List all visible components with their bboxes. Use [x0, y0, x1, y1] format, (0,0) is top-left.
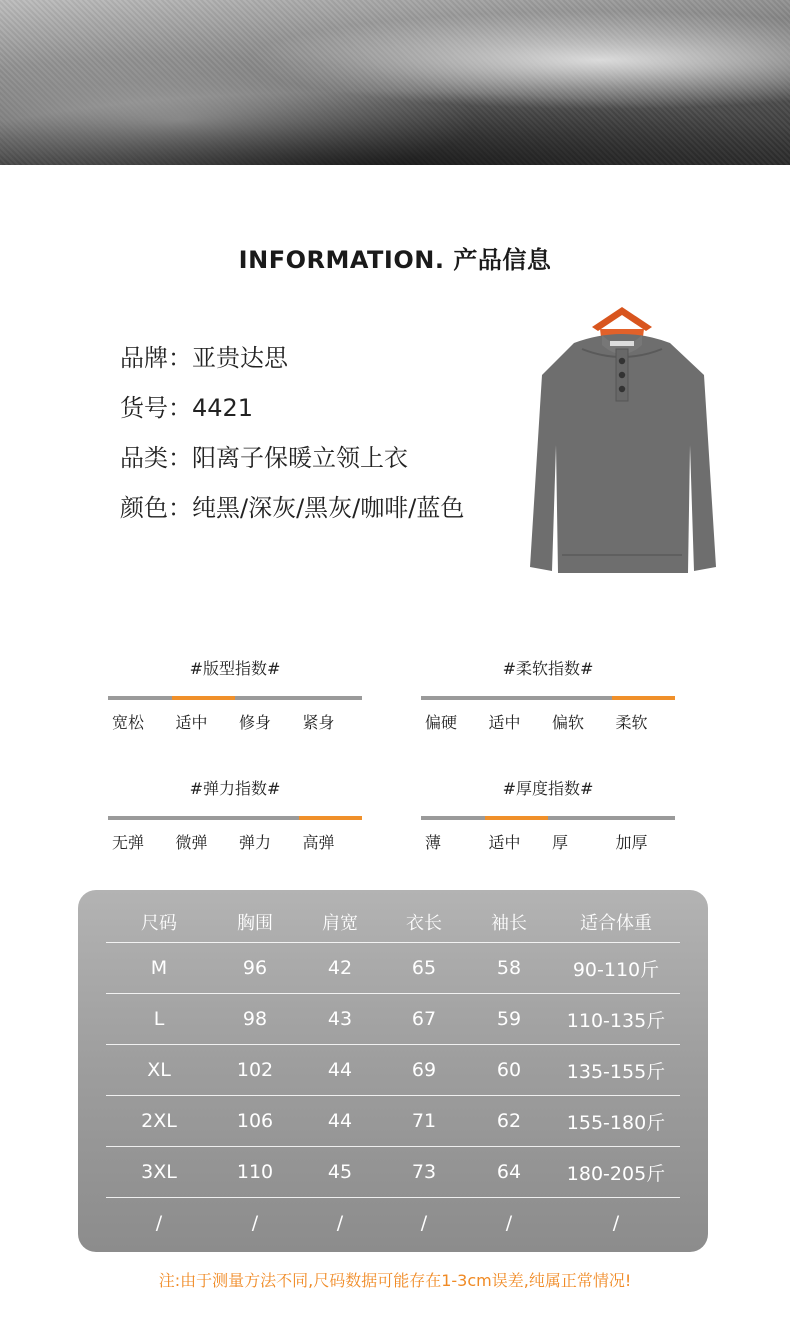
table-row: [106, 994, 680, 1045]
meter-label: 弹力: [239, 833, 272, 852]
info-key: 货号：: [120, 394, 192, 422]
meter-track: [421, 696, 675, 700]
size-table-header: [106, 902, 680, 943]
info-row-brand: [120, 340, 464, 390]
table-cell: 180-205斤: [566, 1162, 666, 1185]
meter-label: 适中: [175, 713, 208, 732]
table-cell: 96: [242, 957, 268, 979]
meter-label: 高弹: [302, 833, 335, 852]
meter-selected-segment: [612, 696, 676, 700]
meter-label: 适中: [488, 833, 521, 852]
meter-title: #版型指数#: [189, 659, 281, 678]
meter-label: 紧身: [302, 713, 335, 732]
table-cell: /: [420, 1212, 428, 1234]
table-cell: 58: [496, 957, 522, 979]
header-cell: 适合体重: [580, 913, 652, 934]
table-cell: L: [153, 1008, 165, 1030]
header-cell: 袖长: [491, 913, 527, 934]
table-cell: 106: [236, 1110, 274, 1132]
info-value: 阳离子保暖立领上衣: [192, 444, 408, 472]
meter-track: [421, 816, 675, 820]
table-cell: 44: [327, 1059, 353, 1081]
thickness-index-meter: [421, 777, 675, 853]
meter-track: [108, 696, 362, 700]
meter-label: 厚: [552, 833, 569, 852]
table-cell: 69: [411, 1059, 437, 1081]
table-cell: 98: [242, 1008, 268, 1030]
softness-index-meter: [421, 657, 675, 733]
meter-selected-segment: [299, 816, 363, 820]
info-row-sku: [120, 390, 464, 440]
table-cell: 59: [496, 1008, 522, 1030]
table-cell: XL: [147, 1059, 171, 1081]
meter-title: #弹力指数#: [189, 779, 281, 798]
table-row: [106, 1198, 680, 1248]
meter-title: #柔软指数#: [502, 659, 594, 678]
table-cell: 71: [411, 1110, 437, 1132]
table-row: [106, 1096, 680, 1147]
header-cell: 胸围: [237, 913, 273, 934]
header-cell: 衣长: [406, 913, 442, 934]
meter-label: 适中: [488, 713, 521, 732]
meter-label: 微弹: [175, 833, 208, 852]
table-row: [106, 1147, 680, 1198]
info-key: 品牌：: [120, 344, 192, 372]
info-key: 颜色：: [120, 494, 192, 522]
info-value: 纯黑/深灰/黑灰/咖啡/蓝色: [192, 494, 465, 522]
table-cell: 62: [496, 1110, 522, 1132]
table-cell: 73: [411, 1161, 437, 1183]
fit-index-meter: [108, 657, 362, 733]
table-cell: 45: [327, 1161, 353, 1183]
header-cell: 尺码: [141, 913, 177, 934]
elasticity-index-meter: [108, 777, 362, 853]
table-cell: 64: [496, 1161, 522, 1183]
table-cell: 2XL: [141, 1110, 177, 1132]
table-cell: /: [155, 1212, 163, 1234]
table-cell: /: [612, 1212, 620, 1234]
meter-label: 偏硬: [425, 713, 458, 732]
product-info: [120, 340, 464, 540]
table-cell: 155-180斤: [566, 1111, 666, 1134]
header-cell: 肩宽: [322, 913, 358, 934]
info-row-colors: [120, 490, 464, 540]
table-cell: /: [505, 1212, 513, 1234]
section-title: INFORMATION. 产品信息: [238, 246, 552, 274]
meter-label: 加厚: [615, 833, 648, 852]
table-cell: 90-110斤: [572, 958, 660, 981]
meter-label: 柔软: [615, 713, 648, 732]
table-row: [106, 943, 680, 994]
table-cell: 43: [327, 1008, 353, 1030]
meter-label: 薄: [425, 833, 442, 852]
table-cell: 44: [327, 1110, 353, 1132]
table-cell: 67: [411, 1008, 437, 1030]
fabric-banner-image: [0, 0, 790, 165]
info-value: 4421: [192, 394, 254, 422]
size-chart-table: [78, 890, 708, 1252]
table-cell: 60: [496, 1059, 522, 1081]
meter-selected-segment: [485, 816, 549, 820]
table-cell: 110-135斤: [566, 1009, 666, 1032]
measurement-note: 注:由于测量方法不同,尺码数据可能存在1-3cm误差,纯属正常情况!: [158, 1271, 632, 1290]
table-cell: /: [336, 1212, 344, 1234]
hanger-icon: [592, 307, 652, 331]
meter-selected-segment: [172, 696, 236, 700]
meter-label: 宽松: [112, 713, 145, 732]
table-cell: 42: [327, 957, 353, 979]
meter-label: 无弹: [112, 833, 145, 852]
meter-label: 修身: [239, 713, 272, 732]
table-cell: 102: [236, 1059, 274, 1081]
meter-title: #厚度指数#: [502, 779, 594, 798]
meter-track: [108, 816, 362, 820]
table-cell: 3XL: [141, 1161, 177, 1183]
info-key: 品类：: [120, 444, 192, 472]
meter-label: 偏软: [552, 713, 585, 732]
product-shirt-image: [522, 305, 722, 580]
info-row-category: [120, 440, 464, 490]
table-cell: /: [251, 1212, 259, 1234]
table-cell: M: [150, 957, 168, 979]
table-cell: 135-155斤: [566, 1060, 666, 1083]
table-cell: 110: [236, 1161, 274, 1183]
table-cell: 65: [411, 957, 437, 979]
table-row: [106, 1045, 680, 1096]
info-value: 亚贵达思: [192, 344, 288, 372]
